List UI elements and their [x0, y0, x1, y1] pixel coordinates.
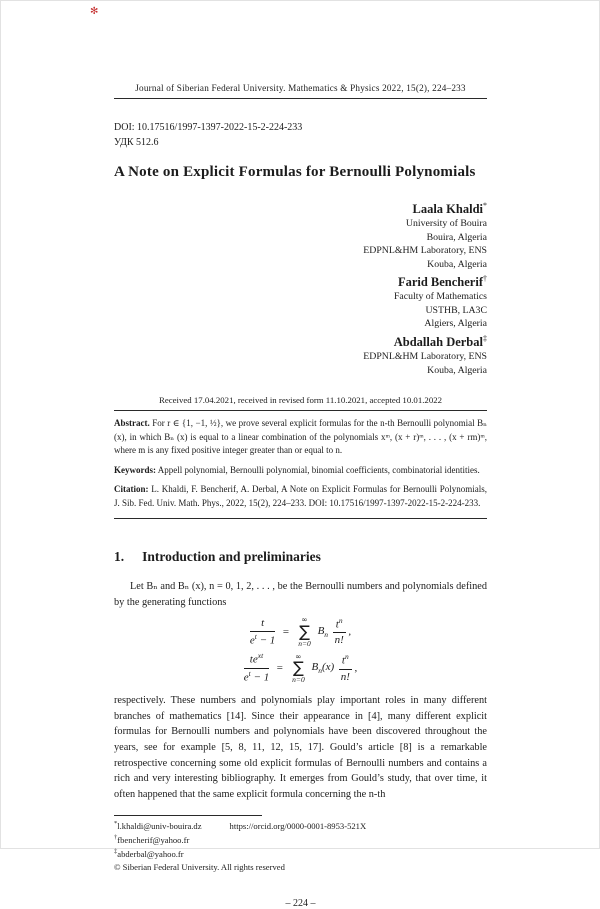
scan-artifact-icon: ✻: [90, 6, 99, 17]
copyright-line: © Siberian Federal University. All rights reserved: [114, 861, 285, 872]
math-term: e: [243, 671, 249, 684]
math-term: B: [311, 661, 319, 674]
section-number: 1.: [114, 549, 125, 565]
citation-label: Citation:: [114, 484, 149, 495]
denominator: [250, 632, 275, 647]
math-superscript: xt: [257, 651, 264, 661]
body-paragraph: respectively. These numbers and polynomials play important roles in many different branches of mathematics [14]. Since their appearance in [4], many different explicit formulas for Bernoulli numbers and polynomials have been discovered throughout the years, see for example [5, 8, 11, 12, 15, 17]. Gould’s article [8] is a remarkable retrospective concerning some old explicit formulas of Bernoulli numbers and contains a rich and very interesting bibliography. It emerges from Gould’s study, that over time, it often happened that the same explicit formula concerning the n-th: [114, 694, 487, 800]
received-line: Received 17.04.2021, received in revised form 11.10.2021, accepted 10.01.2022: [158, 395, 443, 406]
author-affiliation: EDPNL&HM Laboratory, ENS: [363, 351, 487, 363]
footnote: [114, 847, 487, 861]
author-affiliation: Kouba, Algeria: [427, 258, 487, 270]
math-superscript: t: [254, 631, 257, 641]
paper-title: A Note on Explicit Formulas for Bernoulli Polynomials: [114, 164, 476, 180]
math-superscript: n: [338, 615, 343, 625]
summation-symbol: [292, 653, 305, 684]
math-term: te: [249, 654, 258, 667]
math-superscript: n: [344, 652, 349, 662]
footnote-marker: *: [114, 820, 118, 828]
math-subscript: n: [318, 666, 322, 676]
sum-lower-limit: n=0: [298, 638, 311, 648]
keywords-label: Keywords:: [114, 464, 156, 475]
abstract-label: Abstract.: [114, 418, 150, 429]
author-footnote-marker: *: [483, 201, 487, 210]
author-affiliation: Bouira, Algeria: [426, 231, 487, 243]
footnote: [114, 819, 487, 833]
sum-upper-limit: ∞: [301, 615, 308, 625]
author-affiliation: Algiers, Algeria: [424, 318, 487, 330]
numerator: t: [250, 617, 275, 632]
udk-line: УДК 512.6: [114, 136, 159, 148]
equation-2: [114, 652, 487, 684]
keywords-paragraph: [114, 464, 487, 478]
sigma-icon: ∑: [293, 658, 304, 678]
author-affiliation: EDPNL&HM Laboratory, ENS: [363, 245, 487, 257]
fraction-lhs: [244, 652, 269, 684]
abstract-text: For r ∈ {1, −1, ½}, we prove several explicit formulas for the n-th Bernoulli polynomial Bₙ (x), in which Bₙ (x) is equal to a linear combination of the polynomials xᵐ, (x + r)ᵐ, . . . , (x + rm)ᵐ, where m is any fixed positive integer greater than or equal to n.: [114, 418, 488, 456]
math-term: e: [249, 634, 255, 647]
denominator: n!: [340, 670, 350, 683]
author-footnote-marker: †: [483, 274, 487, 284]
author-affiliation: Kouba, Algeria: [427, 364, 487, 376]
summation-symbol: [298, 616, 311, 647]
author-affiliation: University of Bouira: [405, 218, 487, 230]
math-term: t: [335, 618, 339, 631]
page-number: – 224 –: [285, 897, 316, 909]
journal-header: Journal of Siberian Federal University. Mathematics & Physics 2022, 15(2), 224–233: [114, 83, 487, 99]
math-term: B: [317, 624, 325, 637]
footnote: [114, 833, 487, 847]
author-footnote-marker: ‡: [483, 333, 487, 343]
denominator: n!: [334, 634, 344, 647]
author-name: [114, 201, 487, 217]
math-term: − 1: [256, 634, 276, 647]
math-term: t: [341, 654, 345, 667]
equation-1: [114, 616, 487, 647]
footnote-marker: †: [114, 834, 118, 842]
fraction-rhs: [333, 617, 346, 647]
math-term: − 1: [250, 671, 270, 684]
bernoulli-coefficient: [311, 661, 335, 676]
doi-line: DOI: 10.17516/1997-1397-2022-15-2-224-233: [114, 122, 303, 133]
orcid-link: https://orcid.org/0000-0001-8953-521X: [229, 821, 367, 832]
author-name: [114, 274, 487, 290]
math-term: (x): [321, 661, 335, 674]
keywords-text: Appell polynomial, Bernoulli polynomial, binomial coefficients, combinatorial identities.: [157, 464, 480, 475]
sum-lower-limit: n=0: [292, 675, 305, 685]
authors-block: [114, 201, 487, 377]
equals-sign: =: [282, 625, 290, 638]
author-name: [114, 334, 487, 350]
numerator: [244, 652, 269, 668]
display-equations: [114, 616, 487, 684]
sigma-icon: ∑: [299, 621, 310, 641]
footnote-email: l.khaldi@univ-bouira.dz: [117, 821, 202, 832]
footnote-marker: ‡: [114, 847, 118, 855]
footnotes-block: [114, 815, 487, 873]
numerator: [333, 617, 346, 633]
section-title: Introduction and preliminaries: [142, 549, 321, 565]
sum-upper-limit: ∞: [295, 651, 302, 661]
footnote-email: fbencherif@yahoo.fr: [117, 835, 190, 846]
abstract-paragraph: [114, 417, 487, 458]
math-superscript: t: [248, 668, 251, 678]
citation-paragraph: [114, 483, 487, 510]
equals-sign: =: [275, 662, 284, 675]
section-heading: [114, 549, 487, 565]
author-affiliation: USTHB, LA3C: [425, 304, 487, 316]
abstract-block: [114, 410, 487, 519]
citation-text: L. Khaldi, F. Bencherif, A. Derbal, A Note on Explicit Formulas for Bernoulli Polynomials, J. Sib. Fed. Univ. Math. Phys., 2022, 15(2), 224–233. DOI: 10.17516/1997-1397-2022-15-2-224-233.: [114, 484, 487, 508]
denominator: [244, 669, 269, 684]
author-name-text: Abdallah Derbal: [393, 335, 483, 350]
math-subscript: n: [324, 629, 329, 639]
fraction-rhs: [339, 653, 352, 683]
equation-punctuation: ,: [348, 625, 352, 638]
footnote-rule: [114, 815, 262, 816]
author-name-text: Laala Khaldi: [412, 202, 483, 217]
footnote-email: abderbal@yahoo.fr: [117, 848, 184, 859]
meta-block: [114, 121, 487, 150]
author-name-text: Farid Bencherif: [397, 275, 483, 290]
fraction-lhs: [250, 617, 275, 647]
author-affiliation: Faculty of Mathematics: [393, 291, 487, 303]
bernoulli-coefficient: [318, 625, 328, 637]
equation-punctuation: ,: [354, 662, 358, 675]
numerator: [339, 653, 352, 669]
intro-paragraph: Let Bₙ and Bₙ (x), n = 0, 1, 2, . . . , be the Bernoulli numbers and polynomials defined by the generating functions: [114, 581, 487, 608]
